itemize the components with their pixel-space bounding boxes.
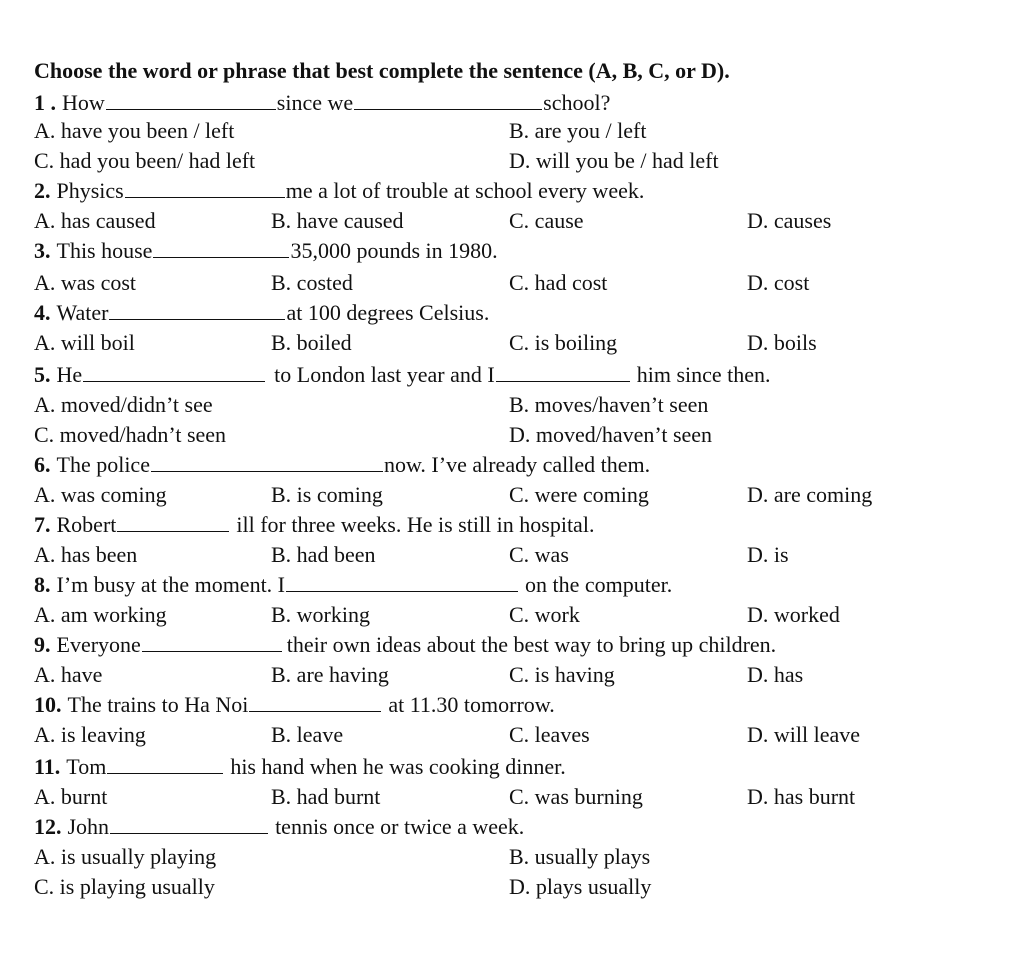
- answer-blank[interactable]: [125, 179, 285, 198]
- question-number: 6.: [34, 452, 51, 477]
- option-b[interactable]: B. boiled: [271, 330, 352, 355]
- question-text: on the computer.: [525, 572, 673, 597]
- option-b[interactable]: B. had burnt: [271, 784, 381, 809]
- option-a[interactable]: A. has been: [34, 542, 138, 567]
- option-c[interactable]: C. was burning: [509, 784, 643, 809]
- option-b[interactable]: B. had been: [271, 542, 376, 567]
- answer-blank[interactable]: [110, 815, 268, 834]
- question-1: [34, 88, 994, 118]
- option-a[interactable]: A. moved/didn’t see: [34, 392, 213, 417]
- option-a[interactable]: A. was cost: [34, 270, 137, 295]
- question-number: 9.: [34, 632, 51, 657]
- option-a[interactable]: A. have you been / left: [34, 118, 235, 143]
- option-c[interactable]: C. were coming: [509, 482, 649, 507]
- answer-blank[interactable]: [109, 301, 285, 320]
- question-text: John: [67, 814, 110, 839]
- question-number: 2.: [34, 178, 51, 203]
- question-text: Tom: [66, 754, 107, 779]
- option-d[interactable]: D. cost: [747, 270, 810, 295]
- question-text: to London last year and I: [274, 362, 495, 387]
- question-4: [34, 298, 994, 328]
- option-a[interactable]: A. will boil: [34, 330, 135, 355]
- question-text: ill for three weeks. He is still in hospital.: [236, 512, 595, 537]
- question-text: at 11.30 tomorrow.: [388, 692, 555, 717]
- option-c[interactable]: C. moved/hadn’t seen: [34, 422, 227, 447]
- option-b[interactable]: B. leave: [271, 722, 344, 747]
- question-text: Water: [56, 300, 109, 325]
- answer-blank[interactable]: [496, 363, 630, 382]
- option-a[interactable]: A. has caused: [34, 208, 156, 233]
- answer-blank[interactable]: [249, 693, 381, 712]
- question-text: The trains to Ha Noi: [67, 692, 249, 717]
- option-a[interactable]: A. was coming: [34, 482, 167, 507]
- instructions-heading: Choose the word or phrase that best complete the sentence (A, B, C, or D).: [34, 58, 730, 83]
- question-number: 3.: [34, 238, 51, 263]
- question-text: at 100 degrees Celsius.: [286, 300, 490, 325]
- option-d[interactable]: D. has burnt: [747, 784, 856, 809]
- option-c[interactable]: C. cause: [509, 208, 584, 233]
- question-10: [34, 690, 994, 720]
- question-number: 5.: [34, 362, 51, 387]
- question-number: 12.: [34, 814, 62, 839]
- question-5: [34, 360, 994, 390]
- question-number: 8.: [34, 572, 51, 597]
- question-number: 4.: [34, 300, 51, 325]
- question-11: [34, 752, 994, 782]
- question-text: He: [56, 362, 83, 387]
- option-b[interactable]: B. have caused: [271, 208, 404, 233]
- option-d[interactable]: D. worked: [747, 602, 840, 627]
- option-d[interactable]: D. will leave: [747, 722, 861, 747]
- question-text: How: [62, 90, 105, 115]
- question-text: Everyone: [56, 632, 141, 657]
- question-2: [34, 176, 994, 206]
- option-d[interactable]: D. will you be / had left: [509, 148, 719, 173]
- question-text: since we: [276, 90, 354, 115]
- question-text: This house: [56, 238, 153, 263]
- answer-blank[interactable]: [107, 755, 223, 774]
- option-d[interactable]: D. causes: [747, 208, 832, 233]
- question-text: I’m busy at the moment. I: [56, 572, 286, 597]
- answer-blank[interactable]: [354, 91, 542, 110]
- option-b[interactable]: B. usually plays: [509, 844, 651, 869]
- answer-blank[interactable]: [286, 573, 518, 592]
- option-c[interactable]: C. is playing usually: [34, 874, 215, 899]
- question-text: school?: [543, 90, 611, 115]
- question-text: their own ideas about the best way to bring up children.: [286, 632, 777, 657]
- option-c[interactable]: C. work: [509, 602, 580, 627]
- option-b[interactable]: B. moves/haven’t seen: [509, 392, 709, 417]
- question-text: Physics: [56, 178, 124, 203]
- answer-blank[interactable]: [151, 453, 383, 472]
- question-text: 35,000 pounds in 1980.: [290, 238, 498, 263]
- option-d[interactable]: D. plays usually: [509, 874, 652, 899]
- option-a[interactable]: A. am working: [34, 602, 167, 627]
- question-text: tennis once or twice a week.: [275, 814, 525, 839]
- option-c[interactable]: C. had you been/ had left: [34, 148, 256, 173]
- question-12: [34, 812, 994, 842]
- answer-blank[interactable]: [106, 91, 276, 110]
- option-a[interactable]: A. is leaving: [34, 722, 146, 747]
- option-d[interactable]: D. has: [747, 662, 804, 687]
- question-text: me a lot of trouble at school every week.: [285, 178, 645, 203]
- answer-blank[interactable]: [117, 513, 229, 532]
- option-c[interactable]: C. had cost: [509, 270, 608, 295]
- answer-blank[interactable]: [142, 633, 282, 652]
- option-d[interactable]: D. are coming: [747, 482, 873, 507]
- option-c[interactable]: C. was: [509, 542, 569, 567]
- question-number: 10.: [34, 692, 62, 717]
- option-d[interactable]: D. moved/haven’t seen: [509, 422, 713, 447]
- question-text: his hand when he was cooking dinner.: [230, 754, 566, 779]
- option-b[interactable]: B. are having: [271, 662, 389, 687]
- question-number: 11.: [34, 754, 61, 779]
- option-b[interactable]: B. is coming: [271, 482, 383, 507]
- option-c[interactable]: C. leaves: [509, 722, 590, 747]
- answer-blank[interactable]: [153, 239, 289, 258]
- question-text: now. I’ve already called them.: [383, 452, 651, 477]
- option-b[interactable]: B. working: [271, 602, 370, 627]
- question-number: 1 .: [34, 90, 56, 115]
- option-a[interactable]: A. have: [34, 662, 103, 687]
- question-8: [34, 570, 994, 600]
- question-number: 7.: [34, 512, 51, 537]
- question-3: [34, 236, 994, 266]
- option-c[interactable]: C. is having: [509, 662, 615, 687]
- option-b[interactable]: B. are you / left: [509, 118, 647, 143]
- question-text: The police: [56, 452, 150, 477]
- option-c[interactable]: C. is boiling: [509, 330, 618, 355]
- question-7: [34, 510, 994, 540]
- option-b[interactable]: B. costed: [271, 270, 353, 295]
- question-9: [34, 630, 994, 660]
- question-text: Robert: [56, 512, 117, 537]
- question-6: [34, 450, 994, 480]
- option-a[interactable]: A. burnt: [34, 784, 108, 809]
- option-d[interactable]: D. boils: [747, 330, 817, 355]
- answer-blank[interactable]: [83, 363, 265, 382]
- question-text: him since then.: [636, 362, 771, 387]
- option-d[interactable]: D. is: [747, 542, 789, 567]
- option-a[interactable]: A. is usually playing: [34, 844, 217, 869]
